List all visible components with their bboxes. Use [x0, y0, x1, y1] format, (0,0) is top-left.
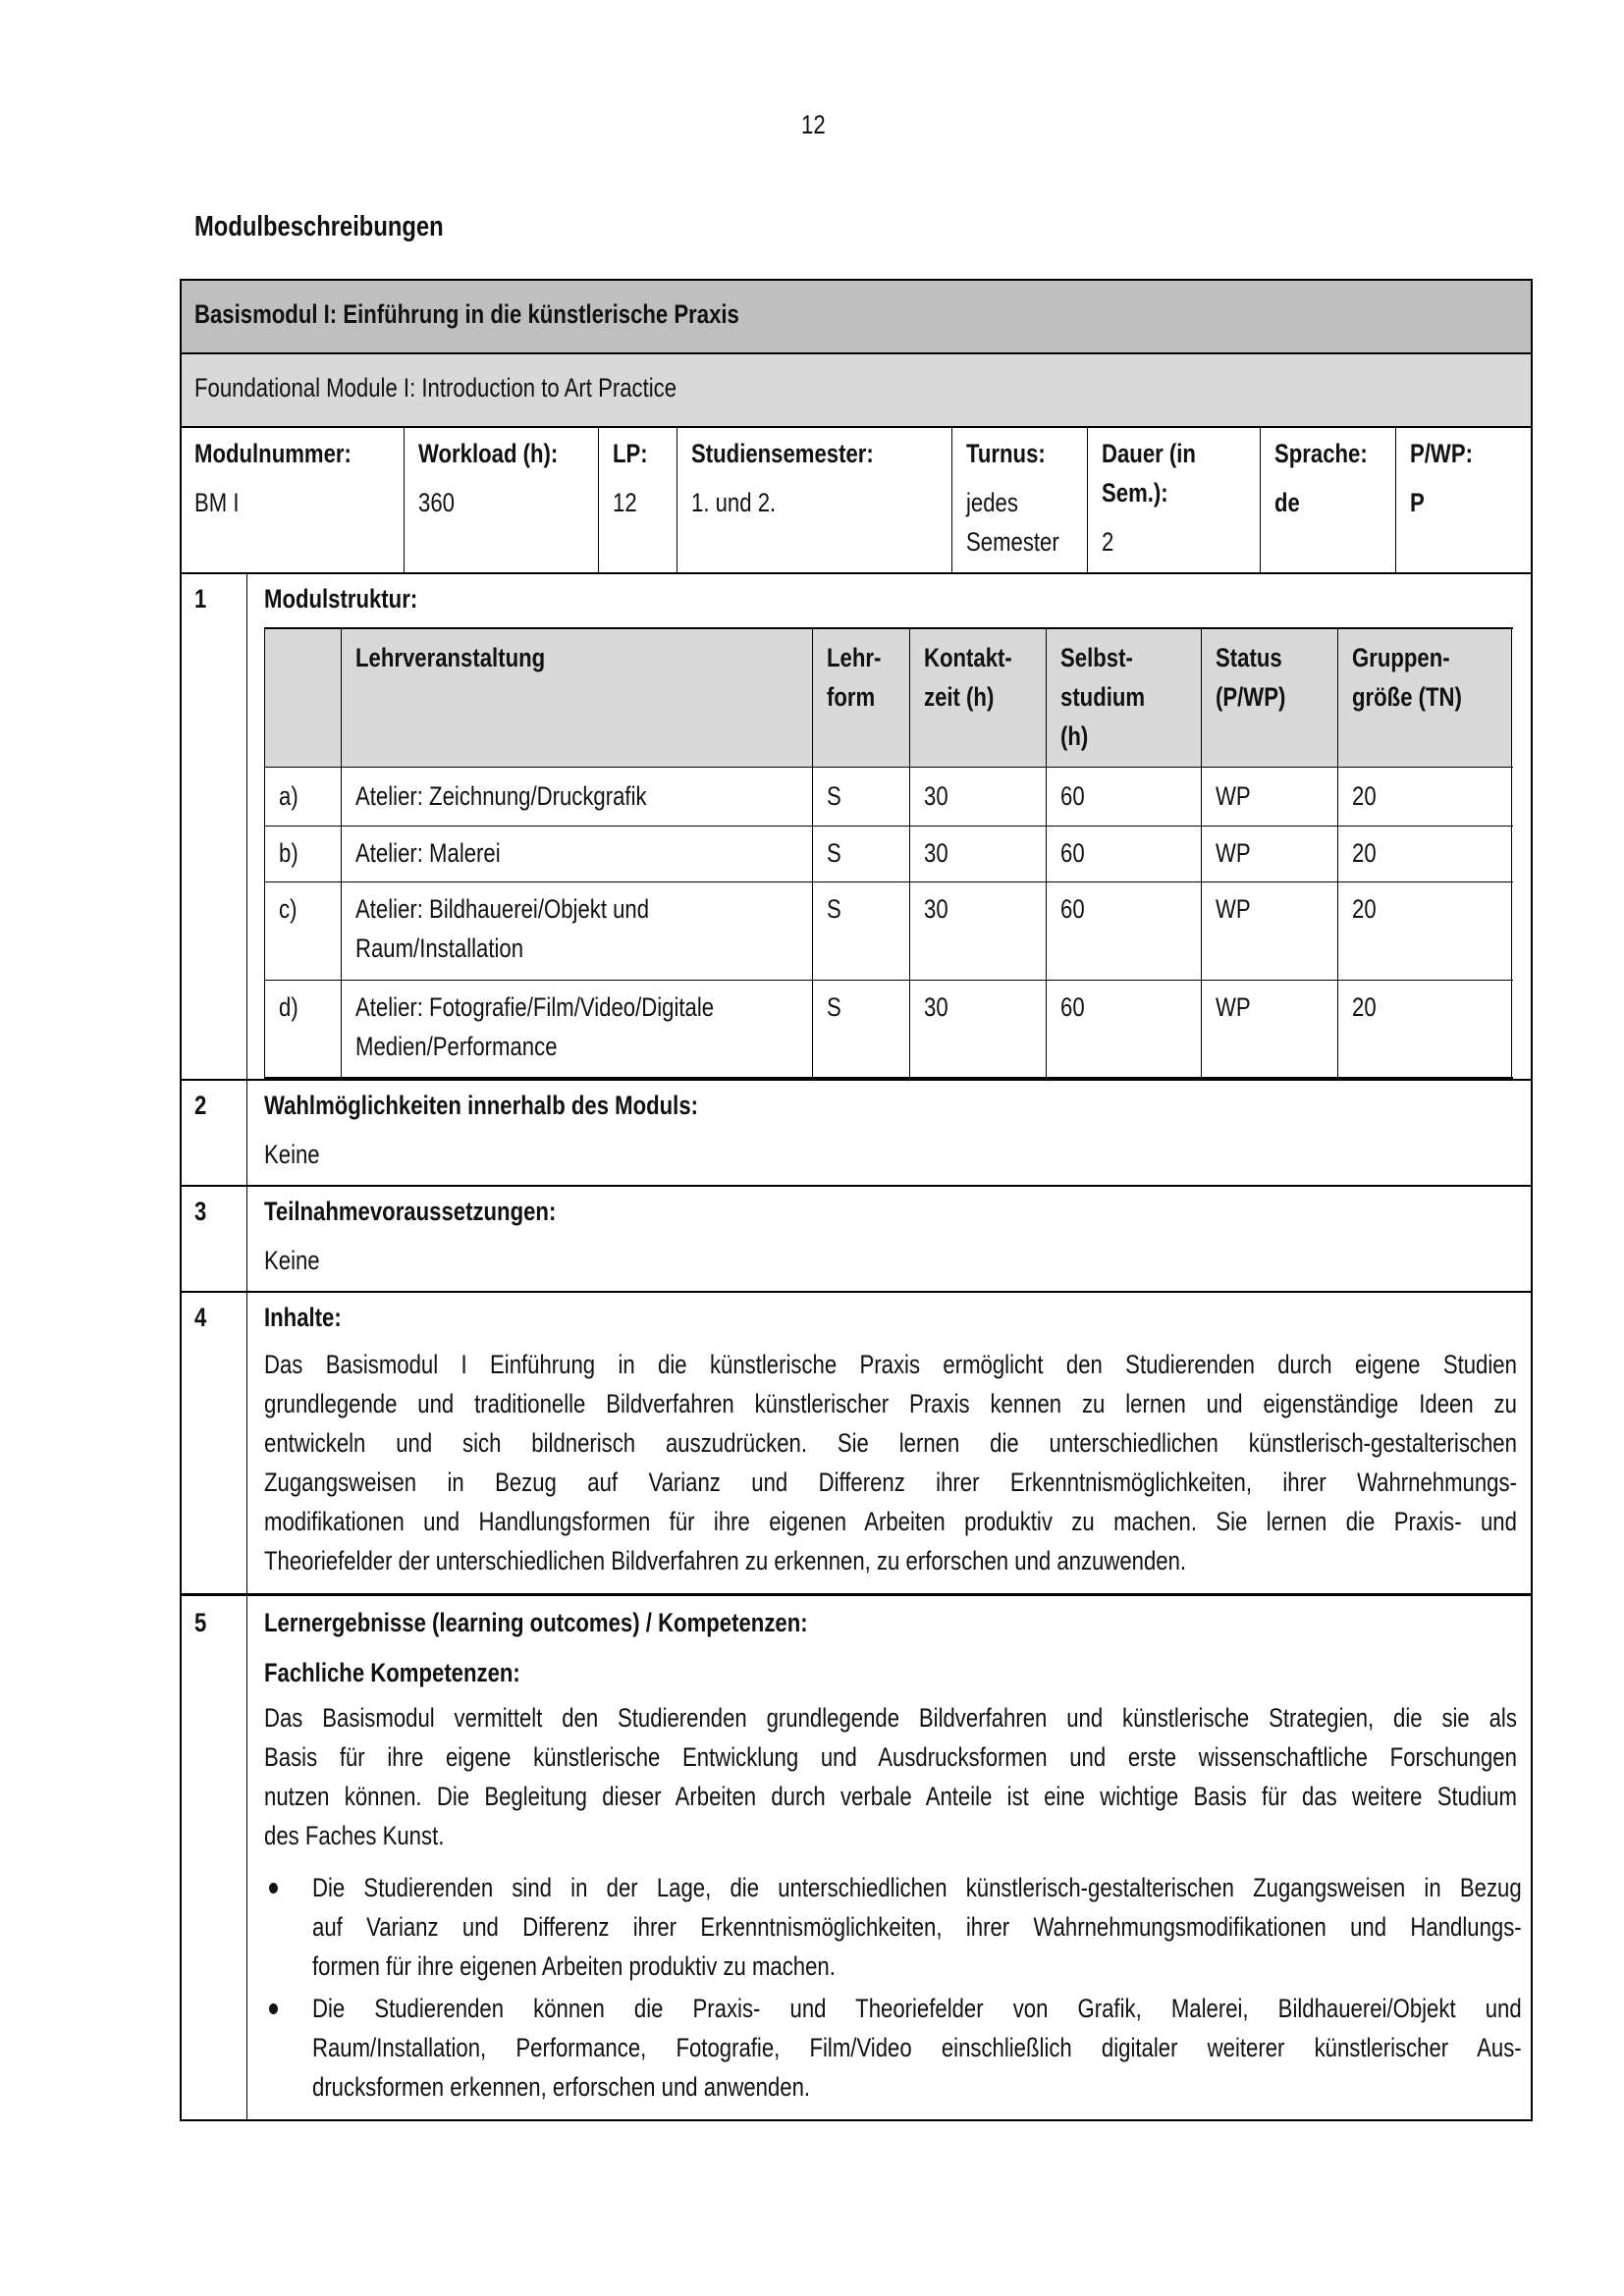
row-form: S	[827, 781, 841, 811]
row-form: S	[827, 838, 841, 868]
section-heading-5: Lernergebnisse (learning outcomes) / Kompetenzen:	[264, 1608, 808, 1637]
row-name: Medien/Performance	[355, 1032, 558, 1061]
meta-label-dauer-1: Dauer (in	[1102, 439, 1196, 468]
row-contact: 30	[924, 781, 948, 811]
bullet-icon	[269, 2003, 278, 2014]
bullet-icon	[269, 1883, 278, 1894]
row-id: c)	[279, 894, 298, 924]
col-header-lehrform-2: form	[827, 682, 876, 712]
section-heading-3: Teilnahmevoraussetzungen:	[264, 1197, 557, 1226]
meta-value-studiensemester: 1. und 2.	[691, 488, 777, 517]
col-header-kontaktzeit-2: zeit (h)	[924, 682, 995, 712]
meta-label-lp: LP:	[613, 439, 648, 468]
section-heading-1: Modulstruktur:	[264, 584, 418, 614]
row-self: 60	[1060, 838, 1085, 868]
row-group: 20	[1352, 781, 1377, 811]
row-status: WP	[1216, 894, 1251, 924]
meta-label-workload: Workload (h):	[418, 439, 559, 468]
col-header-gruppe-2: größe (TN)	[1352, 682, 1462, 712]
row-self: 60	[1060, 781, 1085, 811]
text-line: formen für ihre eigenen Arbeiten produktiv zu machen.	[312, 1951, 836, 1981]
row-status: WP	[1216, 992, 1251, 1022]
col-header-selbststudium-2: studium	[1060, 682, 1146, 712]
row-form: S	[827, 894, 841, 924]
row-name: Atelier: Zeichnung/Druckgrafik	[355, 781, 647, 811]
text-line: Basis für ihre eigene künstlerische Entwicklung und Ausdrucksformen und erste wissenschaftliche Forschungen	[264, 1742, 1517, 1772]
text-line: modifikationen und Handlungsformen für ihre eigenen Arbeiten produktiv zu machen. Sie lernen die Praxis- und	[264, 1507, 1517, 1536]
meta-label-modulnummer: Modulnummer:	[194, 439, 352, 468]
row-name: Atelier: Bildhauerei/Objekt und	[355, 894, 650, 924]
section-number-4: 4	[194, 1303, 207, 1332]
text-line: Das Basismodul I Einführung in die künstlerische Praxis ermöglicht den Studierenden durch eigene Studien	[264, 1350, 1517, 1379]
text-line: Die Studierenden können die Praxis- und Theoriefelder von Grafik, Malerei, Bildhauerei/Objekt und	[312, 1994, 1522, 2023]
row-contact: 30	[924, 992, 948, 1022]
meta-label-studiensemester: Studiensemester:	[691, 439, 874, 468]
section-heading-2: Wahlmöglichkeiten innerhalb des Moduls:	[264, 1091, 699, 1120]
meta-label-dauer-2: Sem.):	[1102, 478, 1168, 507]
row-name: Atelier: Malerei	[355, 838, 501, 868]
section-text-5	[264, 1698, 1517, 1855]
row-form: S	[827, 992, 841, 1022]
meta-label-pwp: P/WP:	[1410, 439, 1473, 468]
text-line: des Faches Kunst.	[264, 1821, 445, 1850]
row-contact: 30	[924, 894, 948, 924]
row-id: a)	[279, 781, 298, 811]
text-line: Theoriefelder der unterschiedlichen Bildverfahren zu erkennen, zu erforschen und anzuwenden.	[264, 1546, 1187, 1575]
bullet-text	[312, 1868, 1522, 1986]
col-header-status-1: Status	[1216, 643, 1282, 672]
meta-value-workload: 360	[418, 488, 455, 517]
row-id: d)	[279, 992, 298, 1022]
row-self: 60	[1060, 992, 1085, 1022]
section-number-3: 3	[194, 1197, 207, 1226]
text-line: Die Studierenden sind in der Lage, die unterschiedlichen künstlerisch-gestalterischen Zugangsweisen in Bezug	[312, 1873, 1522, 1902]
meta-value-turnus-1: jedes	[966, 488, 1018, 517]
row-name: Atelier: Fotografie/Film/Video/Digitale	[355, 992, 715, 1022]
text-line: Zugangsweisen in Bezug auf Varianz und Differenz ihrer Erkenntnismöglichkeiten, ihrer Wahrnehmungs-	[264, 1468, 1517, 1497]
row-group: 20	[1352, 838, 1377, 868]
meta-value-turnus-2: Semester	[966, 527, 1059, 557]
module-title-de: Basismodul I: Einführung in die künstlerische Praxis	[194, 299, 739, 329]
col-header-lehrveranstaltung: Lehrveranstaltung	[355, 643, 546, 672]
text-line: Das Basismodul vermittelt den Studierenden grundlegende Bildverfahren und künstlerische Strategien, die sie als	[264, 1703, 1517, 1733]
section-subheading-5: Fachliche Kompetenzen:	[264, 1658, 520, 1687]
text-line: Raum/Installation, Performance, Fotografie, Film/Video einschließlich digitaler weiterer künstlerischer Aus-	[312, 2033, 1522, 2062]
meta-value-lp: 12	[613, 488, 637, 517]
text-line: nutzen können. Die Begleitung dieser Arbeiten durch verbale Anteile ist eine wichtige Basis für das weitere Studium	[264, 1782, 1517, 1811]
col-header-gruppe-1: Gruppen-	[1352, 643, 1450, 672]
text-line: auf Varianz und Differenz ihrer Erkenntnismöglichkeiten, ihrer Wahrnehmungsmodifikationen und Handlungs-	[312, 1912, 1522, 1942]
meta-value-pwp: P	[1410, 488, 1425, 517]
col-header-lehrform-1: Lehr-	[827, 643, 882, 672]
col-header-kontaktzeit-1: Kontakt-	[924, 643, 1012, 672]
row-group: 20	[1352, 992, 1377, 1022]
text-line: drucksformen erkennen, erforschen und anwenden.	[312, 2072, 811, 2102]
row-status: WP	[1216, 781, 1251, 811]
col-header-status-2: (P/WP)	[1216, 682, 1286, 712]
section-number-1: 1	[194, 584, 207, 614]
section-title: Modulbeschreibungen	[194, 211, 444, 242]
row-status: WP	[1216, 838, 1251, 868]
section-text-3: Keine	[264, 1246, 320, 1275]
row-self: 60	[1060, 894, 1085, 924]
col-header-selbststudium-1: Selbst-	[1060, 643, 1133, 672]
meta-value-modulnummer: BM I	[194, 488, 240, 517]
row-contact: 30	[924, 838, 948, 868]
text-line: grundlegende und traditionelle Bildverfahren künstlerischer Praxis kennen zu lernen und eigenständige Ideen zu	[264, 1389, 1517, 1418]
meta-label-sprache: Sprache:	[1274, 439, 1368, 468]
row-group: 20	[1352, 894, 1377, 924]
bullet-text	[312, 1989, 1522, 2107]
col-header-selbststudium-3: (h)	[1060, 721, 1089, 751]
section-text-4	[264, 1345, 1517, 1580]
row-name: Raum/Installation	[355, 934, 524, 963]
meta-label-turnus: Turnus:	[966, 439, 1046, 468]
module-title-en: Foundational Module I: Introduction to Art Practice	[194, 373, 677, 402]
section-number-5: 5	[194, 1608, 207, 1637]
section-heading-4: Inhalte:	[264, 1303, 342, 1332]
row-id: b)	[279, 838, 298, 868]
text-line: entwickeln und sich bildnerisch auszudrücken. Sie lernen die unterschiedlichen künstlerisch-gestalterischen	[264, 1428, 1517, 1458]
page-number: 12	[801, 110, 826, 139]
meta-value-dauer: 2	[1102, 527, 1114, 557]
meta-value-sprache: de	[1274, 488, 1300, 517]
section-number-2: 2	[194, 1091, 207, 1120]
section-text-2: Keine	[264, 1140, 320, 1169]
